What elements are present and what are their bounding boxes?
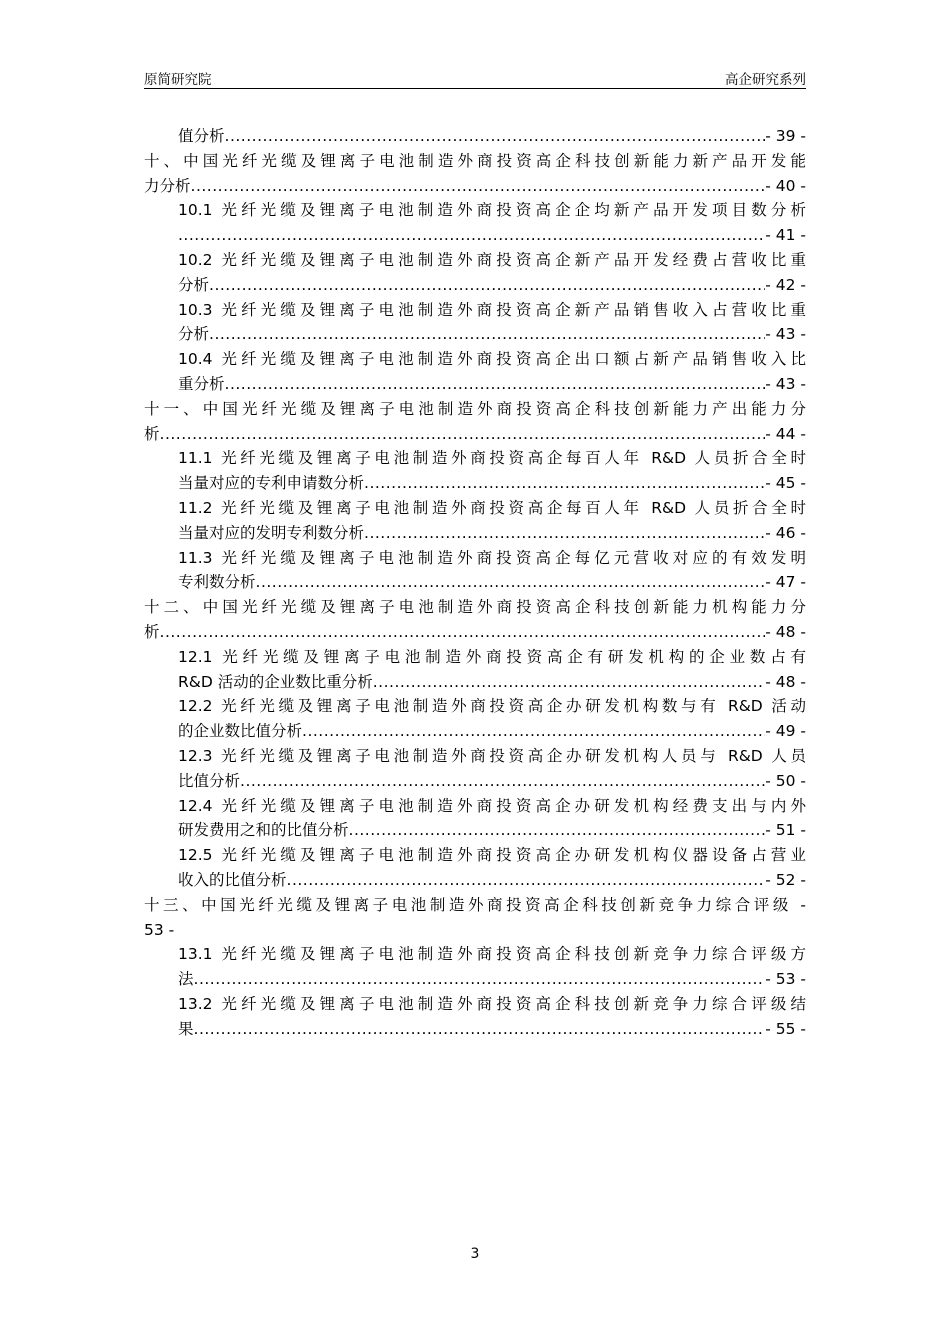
toc-section-entry[interactable] xyxy=(144,794,806,844)
toc-dot-leader xyxy=(160,422,766,447)
toc-entry-title-line: 10.2 光纤光缆及锂离子电池制造外商投资高企新产品开发经费占营收比重 xyxy=(178,250,806,269)
toc-chapter-entry[interactable] xyxy=(144,893,806,943)
toc-entry-title-tail: 析 xyxy=(144,424,160,443)
toc-entry-title-line: 13.2 光纤光缆及锂离子电池制造外商投资高企科技创新竞争力综合评级结 xyxy=(178,994,806,1013)
toc-entry-leader-line xyxy=(178,1017,806,1042)
toc-entry-title-tail: 分析 xyxy=(178,325,210,344)
toc-entry-leader-line xyxy=(178,570,806,595)
toc-page-ref: - 51 - xyxy=(765,821,806,840)
toc-page-ref: - 44 - xyxy=(765,424,806,443)
toc-entry-title-line: 11.1 光纤光缆及锂离子电池制造外商投资高企每百人年 R&D 人员折合全时 xyxy=(178,449,806,468)
toc-dot-leader xyxy=(209,273,765,298)
toc-section-entry[interactable] xyxy=(144,843,806,893)
toc-entry-title-tail: 析 xyxy=(144,622,160,641)
page-header xyxy=(144,66,806,89)
toc-entry-title-line: 10.1 光纤光缆及锂离子电池制造外商投资高企企均新产品开发项目数分析 xyxy=(178,201,806,220)
toc-chapter-entry[interactable] xyxy=(144,595,806,645)
toc-page-ref: - 55 - xyxy=(765,1019,806,1038)
toc-dot-leader xyxy=(302,719,765,744)
toc-entry-title-tail: 收入的比值分析 xyxy=(178,870,287,889)
toc-dot-leader xyxy=(178,223,765,248)
toc-section-entry[interactable] xyxy=(144,496,806,546)
toc-dot-leader xyxy=(194,967,766,992)
toc-entry-title-tail: 果 xyxy=(178,1019,194,1038)
toc-entry-title-tail: 法 xyxy=(178,970,194,989)
toc-entry-leader-line xyxy=(178,719,806,744)
toc-page-ref: - 52 - xyxy=(765,870,806,889)
toc-entry-title-line: 十三、中国光纤光缆及锂离子电池制造外商投资高企科技创新竞争力综合评级 - xyxy=(144,895,806,914)
toc-entry-leader-line xyxy=(144,620,806,645)
toc-dot-leader xyxy=(225,372,766,397)
toc-entry-title-line: 十二、中国光纤光缆及锂离子电池制造外商投资高企科技创新能力机构能力分 xyxy=(144,598,806,617)
toc-page-ref: - 49 - xyxy=(765,722,806,741)
toc-entry-title-line: 12.4 光纤光缆及锂离子电池制造外商投资高企办研发机构经费支出与内外 xyxy=(178,796,806,815)
toc-entry-title-line: 10.3 光纤光缆及锂离子电池制造外商投资高企新产品销售收入占营收比重 xyxy=(178,300,806,319)
toc-page-ref: - 46 - xyxy=(765,523,806,542)
toc-entry-leader-line xyxy=(144,422,806,447)
toc-section-entry[interactable] xyxy=(144,942,806,992)
toc-dot-leader xyxy=(373,670,766,695)
toc-entry-title-line: 11.3 光纤光缆及锂离子电池制造外商投资高企每亿元营收对应的有效发明 xyxy=(178,548,806,567)
toc-entry-leader-line xyxy=(178,223,806,248)
toc-section-entry[interactable] xyxy=(144,198,806,248)
toc-entry-leader-line xyxy=(178,769,806,794)
toc-chapter-entry[interactable] xyxy=(144,397,806,447)
toc-page-ref: - 53 - xyxy=(765,970,806,989)
toc-entry-title-tail: R&D 活动的企业数比重分析 xyxy=(178,672,373,691)
toc-entry-title-tail: 研发费用之和的比值分析 xyxy=(178,821,349,840)
toc-dot-leader xyxy=(194,1017,766,1042)
toc-entry-title-tail: 分析 xyxy=(178,275,210,294)
toc-entry-title-tail: 重分析 xyxy=(178,374,225,393)
toc-page-ref: - 45 - xyxy=(765,474,806,493)
toc-page-ref: - 43 - xyxy=(765,374,806,393)
toc-page-ref: - 40 - xyxy=(765,176,806,195)
toc-dot-leader xyxy=(256,570,766,595)
toc-entry-leader-line xyxy=(178,967,806,992)
toc-page-ref: - 43 - xyxy=(765,325,806,344)
toc-dot-leader xyxy=(191,174,766,199)
toc-entry-title-line: 12.2 光纤光缆及锂离子电池制造外商投资高企办研发机构数与有 R&D 活动 xyxy=(178,697,806,716)
toc-section-entry[interactable] xyxy=(144,546,806,596)
toc-entry-title-tail: 专利数分析 xyxy=(178,573,256,592)
toc-entry-title-tail: 当量对应的专利申请数分析 xyxy=(178,474,365,493)
toc-entry-title-line: 十一、中国光纤光缆及锂离子电池制造外商投资高企科技创新能力产出能力分 xyxy=(144,399,806,418)
toc-entry-leader-line xyxy=(144,174,806,199)
toc-section-entry[interactable] xyxy=(144,645,806,695)
toc-page-ref: - 48 - xyxy=(765,622,806,641)
toc-entry-leader-line xyxy=(178,124,806,149)
toc-entry-leader-line xyxy=(178,868,806,893)
toc-entry-title-tail: 力分析 xyxy=(144,176,191,195)
toc-entry-leader-line xyxy=(178,471,806,496)
toc-entry-leader-line xyxy=(178,372,806,397)
toc-dot-leader xyxy=(364,471,765,496)
toc-page-ref: - 41 - xyxy=(765,226,806,245)
toc-entry-title-tail: 当量对应的发明专利数分析 xyxy=(178,523,365,542)
toc-section-entry[interactable] xyxy=(144,298,806,348)
toc-entry-title-line: 13.1 光纤光缆及锂离子电池制造外商投资高企科技创新竞争力综合评级方 xyxy=(178,945,806,964)
toc-page-ref: - 48 - xyxy=(765,672,806,691)
toc-entry-leader-line xyxy=(144,918,806,943)
toc-entry-leader-line xyxy=(178,818,806,843)
toc-page-ref: - 50 - xyxy=(765,771,806,790)
toc-entry-title-line: 12.3 光纤光缆及锂离子电池制造外商投资高企办研发机构人员与 R&D 人员 xyxy=(178,746,806,765)
toc-entry-leader-line xyxy=(178,670,806,695)
toc-dot-leader xyxy=(225,124,766,149)
toc-dot-leader xyxy=(364,521,765,546)
toc-entry-title-line: 十、中国光纤光缆及锂离子电池制造外商投资高企科技创新能力新产品开发能 xyxy=(144,151,806,170)
toc-entry-title-tail: 值分析 xyxy=(178,127,225,145)
toc-entry-title-tail: 比值分析 xyxy=(178,771,241,790)
header-series-name: 高企研究系列 xyxy=(725,72,806,88)
page-number: 3 xyxy=(470,1246,480,1262)
toc-entry-leader-line xyxy=(178,521,806,546)
toc-page-ref: - 47 - xyxy=(765,573,806,592)
toc-dot-leader xyxy=(287,868,766,893)
toc-entry-leader-line xyxy=(178,322,806,347)
toc-section-entry[interactable] xyxy=(144,124,806,149)
toc-entry-title-tail: 53 - xyxy=(144,920,175,939)
toc-section-entry[interactable] xyxy=(144,744,806,794)
toc-section-entry[interactable] xyxy=(144,446,806,496)
toc-section-entry[interactable] xyxy=(144,347,806,397)
table-of-contents xyxy=(144,124,806,1041)
toc-section-entry[interactable] xyxy=(144,694,806,744)
toc-dot-leader xyxy=(240,769,765,794)
toc-entry-title-line: 11.2 光纤光缆及锂离子电池制造外商投资高企每百人年 R&D 人员折合全时 xyxy=(178,498,806,517)
toc-entry-title-tail: 的企业数比值分析 xyxy=(178,722,303,741)
toc-page-ref: - 42 - xyxy=(765,275,806,294)
toc-dot-leader xyxy=(209,322,765,347)
header-org-name: 原简研究院 xyxy=(144,72,212,88)
toc-chapter-entry[interactable] xyxy=(144,149,806,199)
toc-entry-title-line: 12.5 光纤光缆及锂离子电池制造外商投资高企办研发机构仪器设备占营业 xyxy=(178,846,806,865)
toc-dot-leader xyxy=(349,818,766,843)
toc-entry-leader-line xyxy=(178,273,806,298)
toc-dot-leader xyxy=(160,620,766,645)
toc-entry-title-line: 12.1 光纤光缆及锂离子电池制造外商投资高企有研发机构的企业数占有 xyxy=(178,647,806,666)
toc-page-ref: - 39 - xyxy=(765,127,806,145)
toc-entry-title-line: 10.4 光纤光缆及锂离子电池制造外商投资高企出口额占新产品销售收入比 xyxy=(178,350,806,369)
toc-section-entry[interactable] xyxy=(144,248,806,298)
toc-section-entry[interactable] xyxy=(144,992,806,1042)
